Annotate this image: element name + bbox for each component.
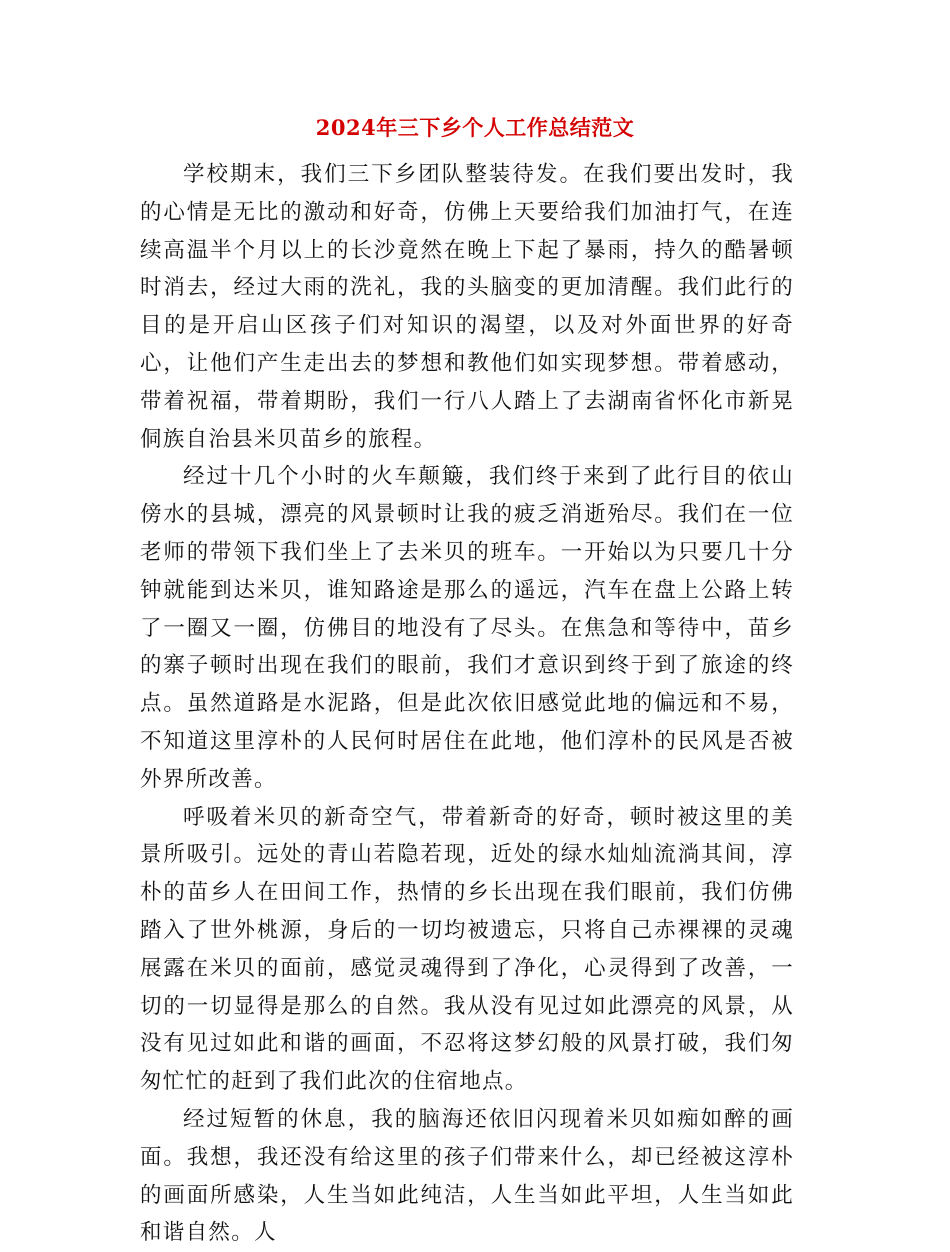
paragraph-1: 学校期末，我们三下乡团队整装待发。在我们要出发时，我的心情是无比的激动和好奇，仿佛上天要给我们加油打气，在连续高温半个月以上的长沙竟然在晚上下起了暴雨，持久的酷暑顿时消去，经过大雨的洗礼，我的头脑变的更加清醒。我们此行的目的是开启山区孩子们对知识的渴望，以及对外面世界的好奇心，让他们产生走出去的梦想和教他们如实现梦想。带着感动，带着祝福，带着期盼，我们一行八人踏上了去湖南省怀化市新晃侗族自治县米贝苗乡的旅程。 (140, 162, 794, 452)
document-title: 2024年三下乡个人工作总结范文 (315, 115, 635, 140)
document-body (140, 156, 794, 1252)
paragraph-3: 呼吸着米贝的新奇空气，带着新奇的好奇，顿时被这里的美景所吸引。远处的青山若隐若现，近处的绿水灿灿流淌其间，淳朴的苗乡人在田间工作，热情的乡长出现在我们眼前，我们仿佛踏入了世外桃源，身后的一切均被遗忘，只将自己赤裸裸的灵魂展露在米贝的面前，感觉灵魂得到了净化，心灵得到了改善，一切的一切显得是那么的自然。我从没有见过如此漂亮的风景，从没有见过如此和谐的画面，不忍将这梦幻般的风景打破，我们匆匆忙忙的赶到了我们此次的住宿地点。 (140, 804, 794, 1095)
paragraph-2: 经过十几个小时的火车颠簸，我们终于来到了此行目的依山傍水的县城，漂亮的风景顿时让我的疲乏消逝殆尽。我们在一位老师的带领下我们坐上了去米贝的班车。一开始以为只要几十分钟就能到达米贝，谁知路途是那么的遥远，汽车在盘上公路上转了一圈又一圈，仿佛目的地没有了尽头。在焦急和等待中，苗乡的寨子顿时出现在我们的眼前，我们才意识到终于到了旅途的终点。虽然道路是水泥路，但是此次依旧感觉此地的偏远和不易，不知道这里淳朴的人民何时居住在此地，他们淳朴的民风是否被外界所改善。 (140, 464, 794, 792)
paragraph-4: 经过短暂的休息，我的脑海还依旧闪现着米贝如痴如醉的画面。我想，我还没有给这里的孩子们带来什么，却已经被这淳朴的画面所感染，人生当如此纯洁，人生当如此平坦，人生当如此和谐自然。人 (140, 1106, 794, 1246)
